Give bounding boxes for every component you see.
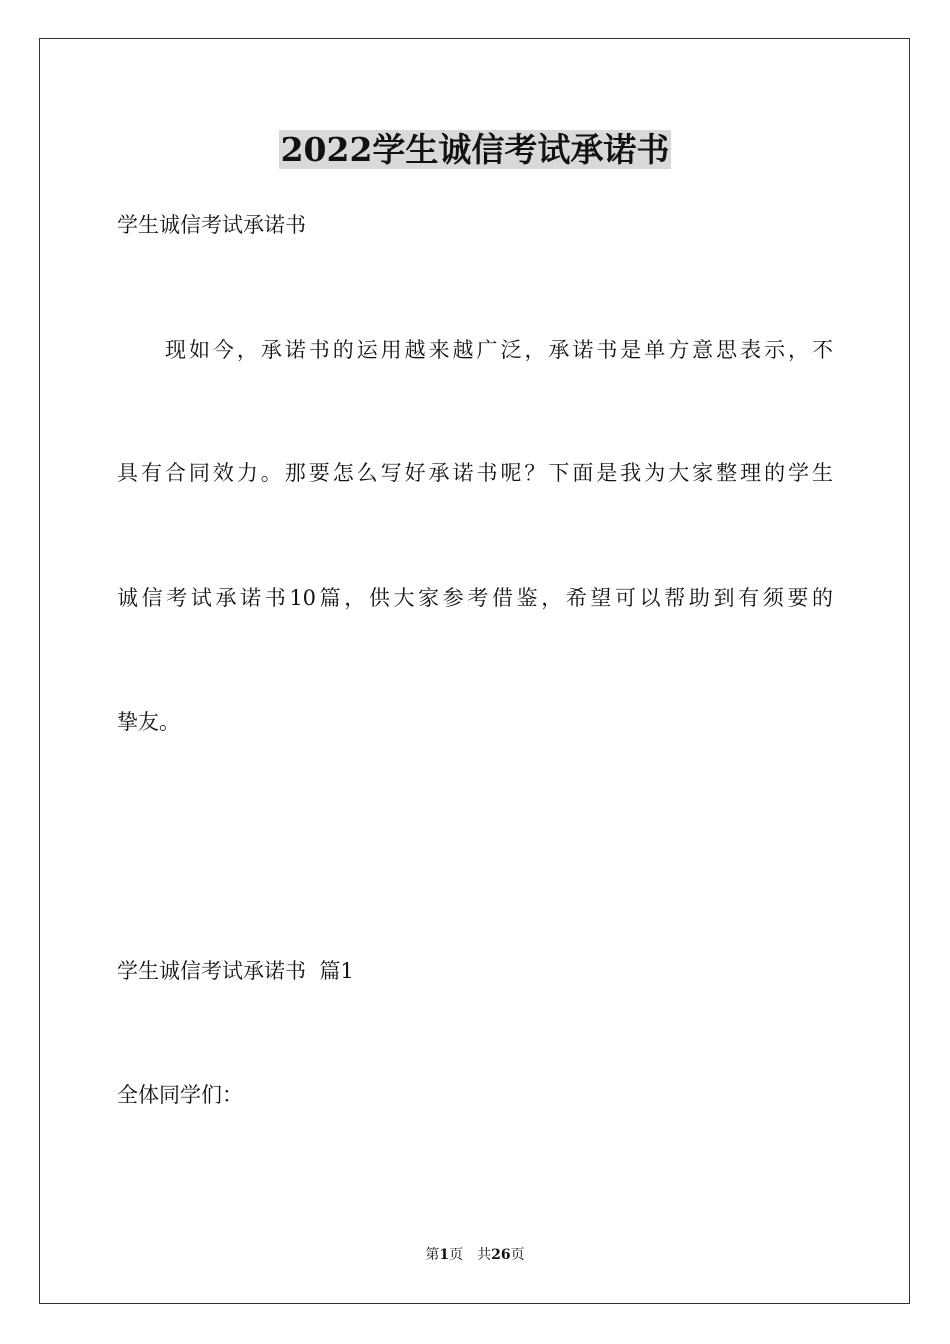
intro-line-3: 诚信考试承诺书10篇，供大家参考借鉴，希望可以帮助到有须要的: [117, 586, 833, 610]
page-number: 1: [439, 1247, 450, 1263]
document-title: [0, 128, 950, 172]
page-prefix: 第: [425, 1247, 440, 1263]
page-footer: [0, 1245, 950, 1265]
intro-line-4: 挚友。: [117, 710, 180, 734]
intro-line-1: 现如今，承诺书的运用越来越广泛，承诺书是单方意思表示，不: [165, 338, 833, 362]
section-heading: 学生诚信考试承诺书 篇1: [117, 959, 354, 983]
page-suffix: 页: [449, 1247, 464, 1263]
total-pages: 26: [491, 1247, 511, 1263]
total-prefix: 共: [477, 1247, 492, 1263]
intro-line-2: 具有合同效力。那要怎么写好承诺书呢？下面是我为大家整理的学生: [117, 461, 833, 485]
document-subtitle: 学生诚信考试承诺书: [117, 213, 306, 237]
salutation: 全体同学们：: [117, 1083, 243, 1107]
document-title-text: 2022学生诚信考试承诺书: [280, 130, 670, 169]
total-suffix: 页: [510, 1247, 525, 1263]
